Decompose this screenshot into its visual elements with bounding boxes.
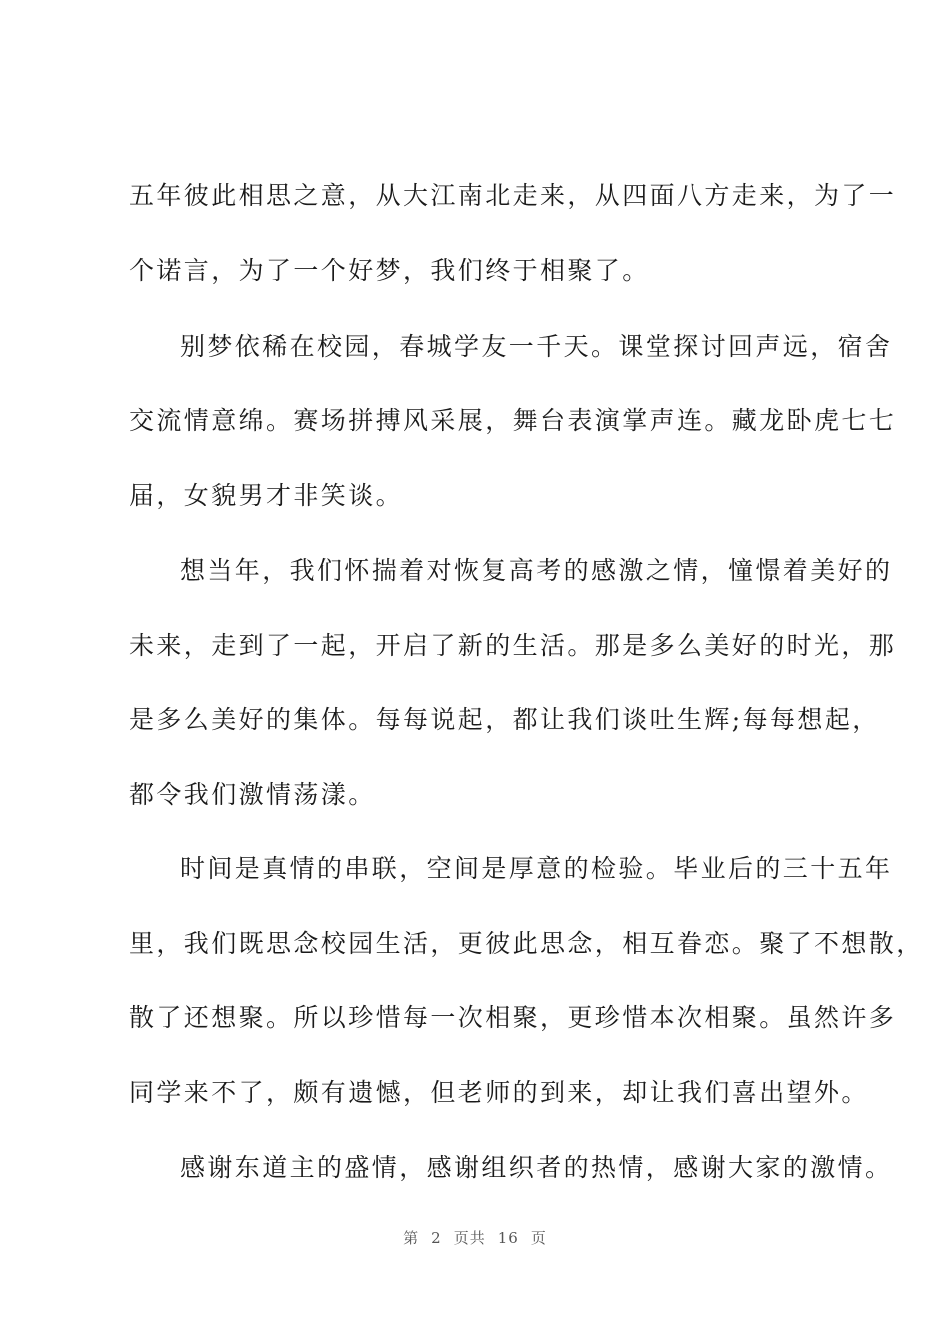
- paragraph-first-line: 感谢东道主的盛情，感谢组织者的热情，感谢大家的激情。: [180, 1153, 893, 1182]
- text-line: 散了还想聚。所以珍惜每一次相聚，更珍惜本次相聚。虽然许多: [129, 1003, 897, 1032]
- footer-label-di: 第: [403, 1229, 420, 1247]
- footer-label-ye: 页: [530, 1229, 547, 1247]
- paragraph-first-line: 别梦依稀在校园，春城学友一千天。课堂探讨回声远，宿舍: [180, 332, 893, 361]
- footer-current-page: 2: [431, 1229, 442, 1247]
- page-footer: [0, 1228, 950, 1248]
- footer-total-pages: 16: [497, 1229, 519, 1247]
- text-line: 同学来不了，颇有遗憾，但老师的到来，却让我们喜出望外。: [129, 1078, 869, 1107]
- text-line: 个诺言，为了一个好梦，我们终于相聚了。: [129, 256, 650, 285]
- text-line: 交流情意绵。赛场拼搏风采展，舞台表演掌声连。藏龙卧虎七七: [129, 406, 897, 435]
- text-line: 里，我们既思念校园生活，更彼此思念，相互眷恋。聚了不想散，: [129, 929, 924, 958]
- text-line: 是多么美好的集体。每每说起，都让我们谈吐生辉;每每想起，: [129, 705, 880, 734]
- text-line: 届，女貌男才非笑谈。: [129, 481, 404, 510]
- paragraph-first-line: 想当年，我们怀揣着对恢复高考的感激之情，憧憬着美好的: [180, 556, 893, 585]
- footer-label-ye-gong: 页共: [453, 1229, 486, 1247]
- paragraph-first-line: 时间是真情的串联，空间是厚意的检验。毕业后的三十五年: [180, 854, 893, 883]
- text-line: 都令我们激情荡漾。: [129, 780, 376, 809]
- text-line: 五年彼此相思之意，从大江南北走来，从四面八方走来，为了一: [129, 181, 897, 210]
- text-line: 未来，走到了一起，开启了新的生活。那是多么美好的时光，那: [129, 631, 897, 660]
